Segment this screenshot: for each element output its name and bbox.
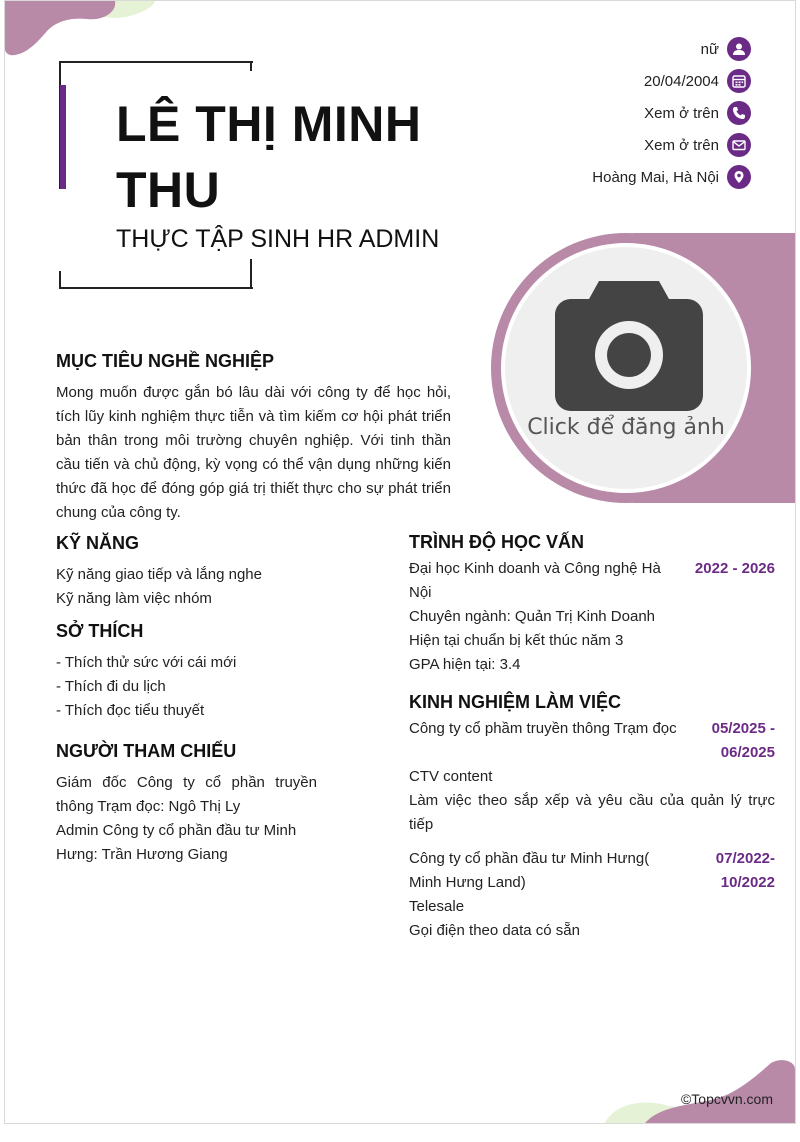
contact-phone[interactable] <box>451 97 751 129</box>
name-frame-line <box>59 271 61 289</box>
job-description[interactable]: Gọi điện theo data có sẵn <box>409 922 580 939</box>
references-title[interactable]: NGƯỜI THAM CHIẾU <box>56 741 237 761</box>
contact-text: nữ <box>700 40 719 58</box>
contact-gender[interactable] <box>451 33 751 65</box>
company-name[interactable]: Công ty cổ phần đầu tư Minh Hưng( Minh Hưng Land) <box>409 850 650 891</box>
objective-text[interactable]: Mong muốn được gắn bó lâu dài với công ty để học hỏi, tích lũy kinh nghiệm thực tiễn và tìm kiếm cơ hội phát triển bản thân trong môi trường chuyên nghiệp. Với tinh thần cầu tiến và chủ động, kỳ vọng có thể vận dụng những kiến thức đã học để đóng góp giá trị thiết thực cho sự phát triển chung của công ty. <box>56 384 451 521</box>
reference-item[interactable]: Admin Công ty cổ phần đầu tư Minh Hưng: Trần Hương Giang <box>56 822 297 863</box>
contact-text: 20/04/2004 <box>643 72 719 90</box>
experience-title[interactable]: KINH NGHIỆM LÀM VIỆC <box>409 692 622 712</box>
job-description[interactable]: Làm việc theo sắp xếp và yêu cầu của quản lý trực tiếp <box>409 792 775 833</box>
skill-item[interactable]: Kỹ năng giao tiếp và lắng nghe <box>56 566 262 583</box>
contact-email[interactable] <box>451 129 751 161</box>
experience-entry <box>409 847 775 943</box>
job-role[interactable]: CTV content <box>409 768 493 785</box>
photo-upload-caption[interactable]: Click để đăng ảnh <box>527 415 725 440</box>
camera-icon[interactable] <box>555 281 703 411</box>
education-date[interactable]: 2022 - 2026 <box>694 560 775 577</box>
user-icon <box>727 37 751 61</box>
education-detail[interactable]: Hiện tại chuẩn bị kết thúc năm 3 <box>409 632 624 649</box>
name-frame-line <box>250 61 252 71</box>
hobby-item[interactable]: - Thích thử sức với cái mới <box>56 654 237 671</box>
hobbies-list <box>56 651 236 723</box>
company-name[interactable]: Công ty cổ phầm truyền thông Trạm đọc <box>409 720 677 737</box>
job-role[interactable]: Telesale <box>409 898 465 915</box>
job-title[interactable]: THỰC TẬP SINH HR ADMIN <box>116 225 440 253</box>
phone-icon <box>727 101 751 125</box>
name-frame-line <box>250 259 252 289</box>
name-frame-line <box>59 61 253 63</box>
hobby-item[interactable]: - Thích đọc tiểu thuyết <box>56 702 205 719</box>
cv-page <box>4 0 796 1124</box>
name-frame-line <box>59 287 253 289</box>
calendar-icon <box>727 69 751 93</box>
school-name[interactable]: Đại học Kinh doanh và Công nghệ Hà Nội <box>409 560 661 601</box>
education-detail[interactable]: Chuyên ngành: Quản Trị Kinh Doanh <box>409 608 655 625</box>
contact-text: Hoàng Mai, Hà Nội <box>592 168 719 186</box>
contact-text: Xem ở trên <box>644 136 719 154</box>
reference-item[interactable]: Giám đốc Công ty cổ phần truyền thông Trạm đọc: Ngô Thị Ly <box>56 774 317 815</box>
contact-text: Xem ở trên <box>644 104 719 122</box>
contact-list <box>451 33 751 193</box>
name-accent-bar <box>60 85 66 189</box>
education-title[interactable]: TRÌNH ĐỘ HỌC VẤN <box>409 532 584 552</box>
experience-entry <box>409 717 775 837</box>
skills-title[interactable]: KỸ NĂNG <box>56 533 140 553</box>
copyright-text: ©Topcvvn.com <box>680 1091 773 1107</box>
skills-list <box>56 563 262 611</box>
hobbies-title[interactable]: SỞ THÍCH <box>56 621 144 641</box>
location-icon <box>727 165 751 189</box>
decorative-blob-top-left <box>5 1 165 61</box>
contact-birthday[interactable] <box>451 65 751 97</box>
contact-address[interactable] <box>451 161 751 193</box>
job-date[interactable]: 05/2025 - 06/2025 <box>711 720 775 761</box>
job-date[interactable]: 07/2022- 10/2022 <box>715 850 775 891</box>
skill-item[interactable]: Kỹ năng làm việc nhóm <box>56 590 212 607</box>
candidate-name[interactable]: LÊ THỊ MINH THU <box>116 96 422 218</box>
education-detail[interactable]: GPA hiện tại: 3.4 <box>409 656 521 673</box>
hobby-item[interactable]: - Thích đi du lịch <box>56 678 166 695</box>
education-entry <box>409 557 775 677</box>
objective-title[interactable]: MỤC TIÊU NGHỀ NGHIỆP <box>56 351 275 371</box>
email-icon <box>727 133 751 157</box>
